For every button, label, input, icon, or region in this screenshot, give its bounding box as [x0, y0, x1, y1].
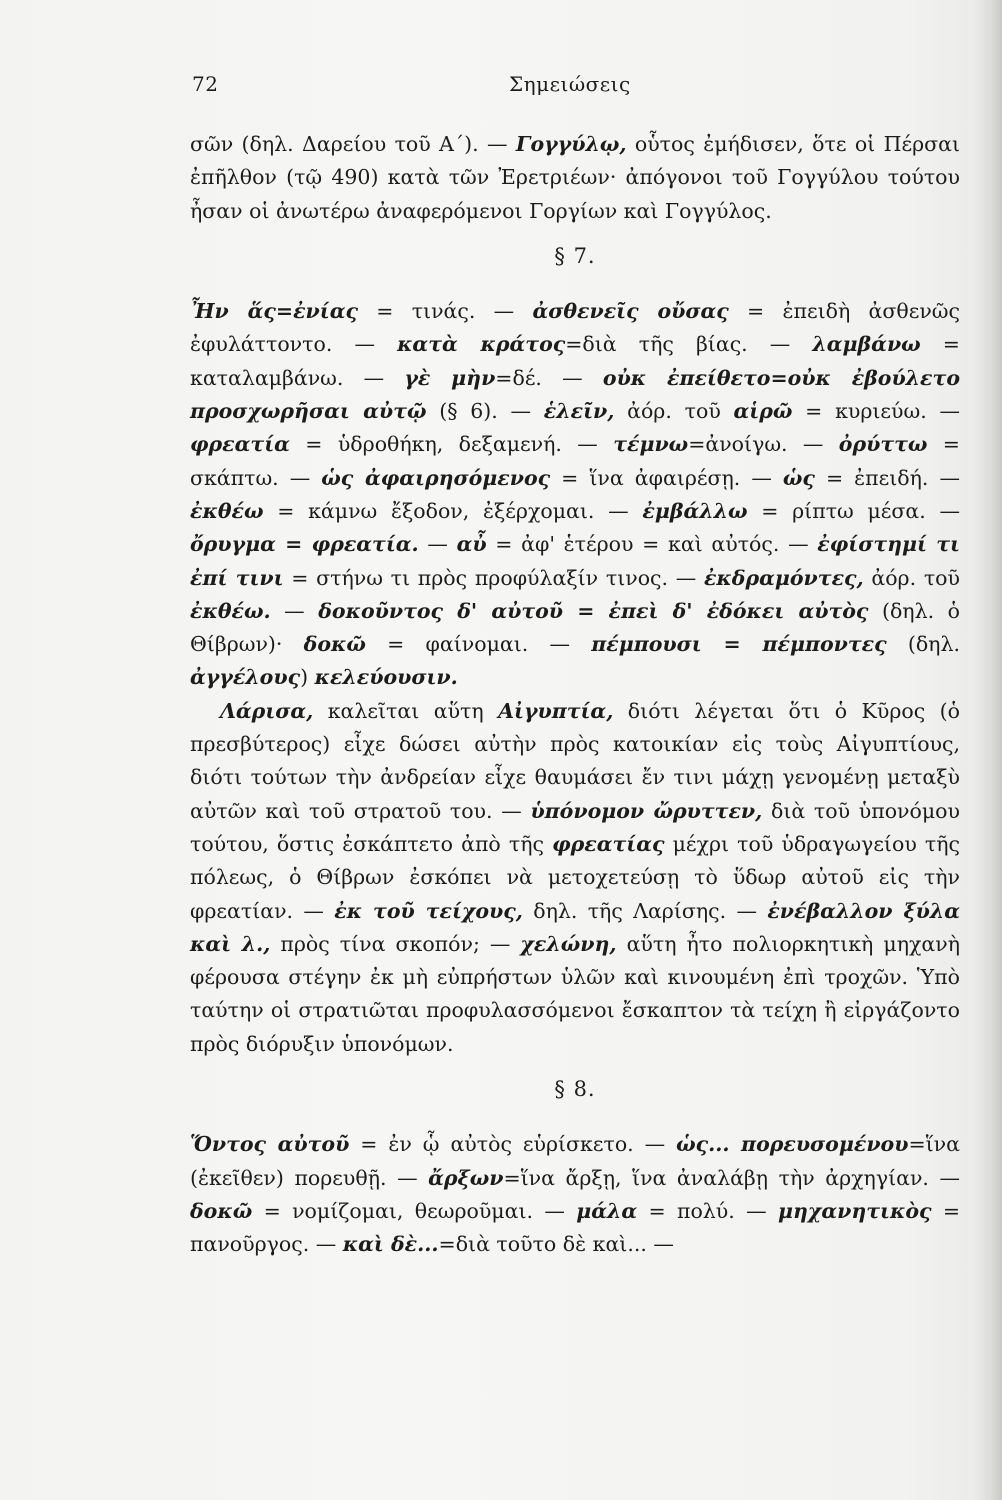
page-header	[192, 72, 962, 102]
lemma-term: Ὅντος αὐτοῦ	[190, 1132, 350, 1157]
lemma-term: ἐφίστημί τι ἐπί τινι	[190, 532, 960, 590]
gloss-text: = πολύ. —	[637, 1198, 778, 1223]
gloss-text: (δηλ.	[886, 632, 960, 657]
page-number: 72	[192, 72, 219, 96]
gloss-text: —	[418, 532, 457, 557]
section-heading: § 8.	[554, 1077, 596, 1102]
lemma-term: ἐκδραμόντες,	[703, 565, 864, 590]
gloss-text: = πανοῦργος. —	[190, 1198, 960, 1257]
gloss-text: = σκάπτω. —	[190, 432, 960, 490]
lemma-term: ἐκθέω.	[190, 598, 271, 623]
lemma-term: ὀρύττω	[838, 432, 928, 457]
gloss-text: = ἵνα ἀφαιρέσῃ. —	[550, 465, 783, 490]
lemma-term: ὡς	[782, 465, 815, 490]
lemma-term: καὶ δὲ...	[342, 1232, 439, 1257]
gloss-text: = ἐν ᾧ αὐτὸς εὑρίσκετο. —	[349, 1132, 677, 1157]
gloss-text: = κάμνω ἔξοδον, ἐξέρχομαι. —	[263, 498, 643, 523]
lemma-term: μάλα	[576, 1198, 638, 1223]
lemma-term: αὖ	[456, 532, 487, 557]
lemma-term: ὄρυγμα = φρεατία.	[190, 532, 419, 557]
gloss-text: ἀόρ. τοῦ	[863, 565, 960, 590]
lemma-term: ἐμβάλλω	[642, 498, 748, 523]
gloss-text: (§ 6). —	[426, 399, 544, 424]
lemma-term: Γογγύλῳ,	[515, 132, 627, 156]
gloss-text: —	[270, 598, 319, 623]
lemma-term: οὐκ ἐπείθετο=οὐκ ἐβούλετο προσχωρῆσαι αὐτῷ	[190, 365, 960, 424]
lemma-term: ὑπόνομον ὤρυττεν,	[530, 798, 763, 823]
gloss-text: =διὰ τῆς βίας. —	[565, 332, 813, 357]
gloss-text: = νομίζομαι, θεωροῦμαι. —	[252, 1198, 577, 1223]
lemma-term: αἱρῶ	[733, 399, 793, 424]
gloss-text: καλεῖται αὕτη	[313, 698, 499, 723]
paragraph	[190, 295, 960, 695]
lemma-term: μηχανητικὸς	[777, 1198, 932, 1223]
lemma-term: ἐκθέω	[190, 498, 264, 523]
gloss-text: = ἐπειδὴ ἀσθενῶς ἐφυλάττοντο. —	[190, 299, 960, 357]
gloss-text: = ρίπτω μέσα. —	[747, 498, 960, 523]
gloss-text: =ἵνα (ἐκεῖθεν) πορευθῇ. —	[190, 1132, 960, 1190]
lemma-term: λαμβάνω	[812, 332, 921, 357]
gloss-text: = φαίνομαι. —	[365, 632, 592, 657]
lemma-term: φρεατίας	[552, 831, 665, 856]
gloss-text: διότι λέγεται ὅτι ὁ Κῦρος (ὁ πρεσβύτερος) εἶχε δώσει αὐτὴν πρὸς κατοικίαν εἰς τοὺς Αἰγυπτίους, διότι τούτων τὴν ἀνδρείαν εἶχε θαυμάσει ἔν τινι μάχῃ γενομένῃ μεταξὺ αὐτῶν καὶ τοῦ στρατοῦ του. —	[190, 698, 960, 823]
gloss-text: =ἵνα ἄρξῃ, ἵνα ἀναλάβῃ τὴν ἀρχηγίαν. —	[503, 1165, 960, 1190]
gloss-text: = κυριεύω. —	[792, 399, 960, 424]
gloss-text: =διὰ τοῦτο δὲ καὶ... —	[438, 1232, 674, 1257]
lemma-term: φρεατία	[190, 432, 290, 457]
paragraph	[190, 695, 960, 1061]
section-heading: § 7.	[554, 243, 596, 268]
lemma-term: ἐκ τοῦ τείχους,	[334, 898, 523, 923]
gloss-text: = καταλαμβάνω. —	[190, 332, 960, 390]
lemma-term: Αἰγυπτία,	[498, 698, 614, 723]
lemma-term: κελεύουσιν.	[314, 665, 458, 690]
gloss-text: =δέ. —	[495, 365, 603, 390]
lemma-term: δοκῶ	[303, 632, 366, 657]
gloss-text: =ἀνοίγω. —	[688, 432, 839, 457]
lemma-term: κατὰ κράτος	[397, 332, 566, 357]
gloss-text: διὰ τοῦ ὑπονόμου τούτου, ὅστις ἐσκάπτετο ἀπὸ τῆς	[190, 798, 960, 856]
lemma-term: ὡς... πορευσομένου	[676, 1132, 909, 1157]
gloss-text: = στήνω τι πρὸς προφύλαξίν τινος. —	[283, 565, 704, 590]
lemma-term: δοκῶ	[190, 1198, 253, 1223]
lemma-term: ἀγγέλους	[190, 665, 301, 690]
lemma-term: χελώνη,	[520, 931, 617, 956]
lemma-term: Ἦν ἅς=ἐνίας	[190, 299, 358, 324]
lemma-term: δοκοῦντος δ' αὐτοῦ = ἐπεὶ δ' ἐδόκει αὐτὸς	[318, 598, 869, 623]
paragraph	[190, 1128, 960, 1261]
gloss-text: (δηλ. ὁ Θίβρων)·	[190, 598, 960, 657]
lemma-term: ἑλεῖν,	[543, 399, 615, 424]
gloss-text: αὕτη ἦτο πολιορκητικὴ μηχανὴ φέρουσα στέγην ἐκ μὴ εὐπρήστων ὑλῶν καὶ κινουμένη ἐπὶ τροχῶν. Ὑπὸ ταύτην οἱ στρατιῶται προφυλασσόμενοι ἔσκαπτον τὰ τείχη ἢ εἰργάζοντο πρὸς διόρυξιν ὑπονόμων.	[190, 931, 960, 1056]
gloss-text: = τινάς. —	[357, 299, 533, 324]
lemma-term: γὲ μὴν	[404, 365, 496, 390]
gloss-text: μέχρι τοῦ ὑδραγωγείου τῆς πόλεως, ὁ Θίβρων ἐσκόπει νὰ μετοχετεύσῃ τὸ ὕδωρ αὐτοῦ εἰς τὴν φρεατίαν. —	[190, 831, 960, 923]
gloss-text: )	[300, 665, 315, 690]
lemma-term: πέμπουσι = πέμποντες	[591, 632, 887, 657]
gloss-text: δηλ. τῆς Λαρίσης. —	[522, 898, 768, 923]
gloss-text: = ἀφ' ἑτέρου = καὶ αὐτός. —	[486, 532, 818, 557]
lemma-term: ἄρξων	[428, 1165, 504, 1190]
gloss-text: ἀόρ. τοῦ	[614, 399, 734, 424]
gloss-text: = ὑδροθήκη, δεξαμενή. —	[289, 432, 614, 457]
lemma-term: ἀσθενεῖς οὔσας	[532, 299, 729, 324]
lemma-term: ἐνέβαλλον ξύλα καὶ λ.,	[190, 898, 961, 956]
paragraph	[190, 128, 960, 228]
main-text	[190, 128, 960, 1262]
page-edge-shadow	[974, 0, 1002, 1500]
gloss-text: πρὸς τίνα σκοπόν; —	[270, 931, 521, 956]
lemma-term: τέμνω	[613, 432, 689, 457]
running-title: Σημειώσεις	[509, 72, 631, 96]
gloss-text: σῶν (δηλ. Δαρείου τοῦ Α΄). —	[190, 132, 516, 156]
gloss-text: οὗτος ἐμήδισεν, ὅτε οἱ Πέρσαι ἐπῆλθον (τῷ 490) κατὰ τῶν Ἐρετριέων· ἀπόγονοι τοῦ Γογγύλου τούτου ἦσαν οἱ ἀνωτέρω ἀναφερόμενοι Γοργίων καὶ Γογγύλος.	[190, 132, 960, 223]
gloss-text: = ἐπειδή. —	[814, 465, 960, 490]
lemma-term: ὡς ἀφαιρησόμενος	[321, 465, 551, 490]
lemma-term: Λάρισα,	[220, 698, 314, 723]
